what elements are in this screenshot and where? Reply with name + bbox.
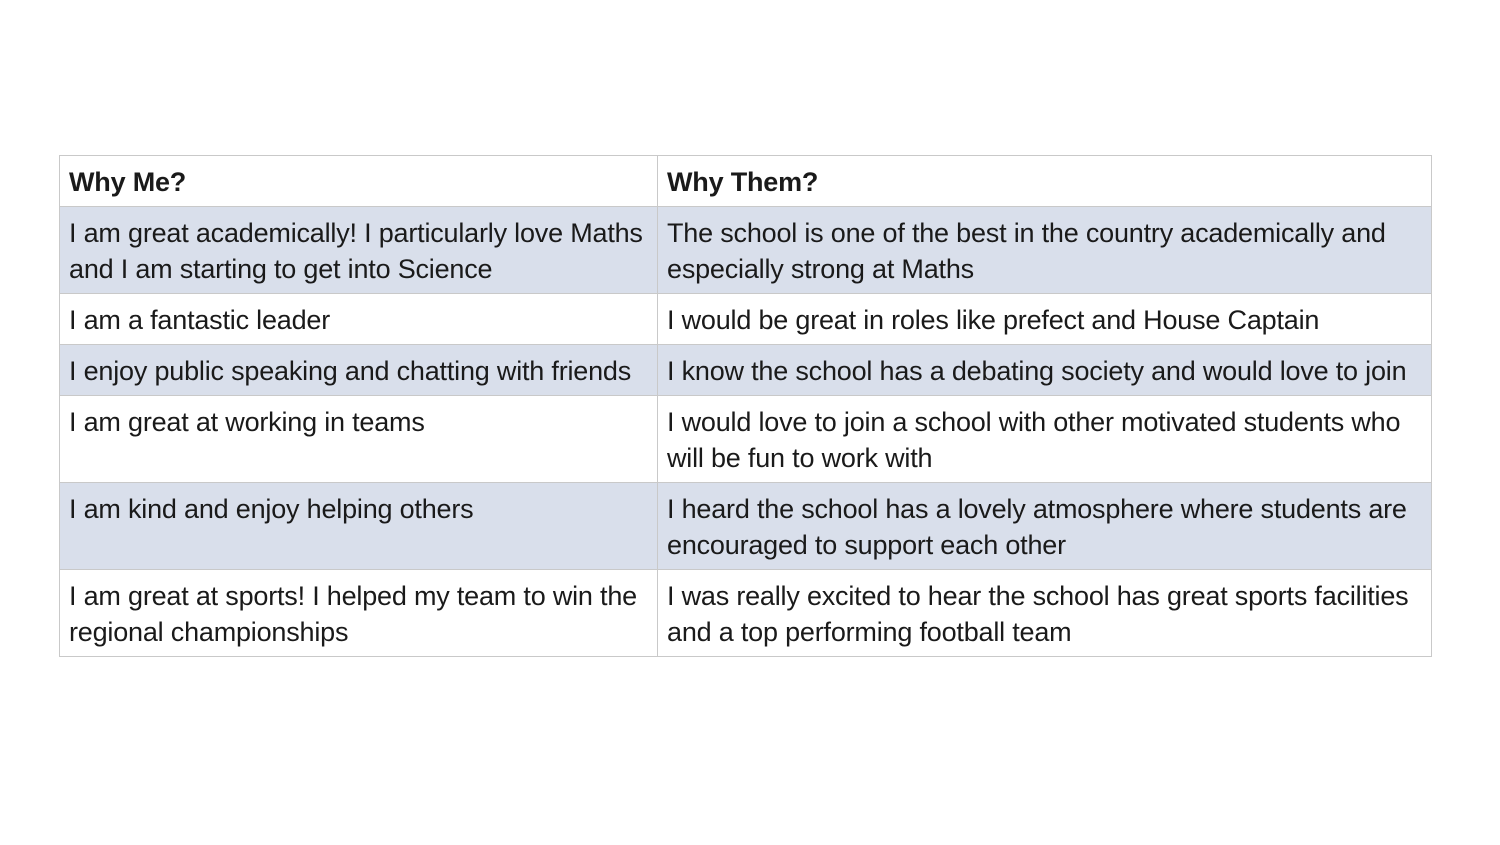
why-them-cell: I know the school has a debating society and would love to join — [658, 345, 1432, 396]
why-them-cell: The school is one of the best in the country academically and especially strong at Maths — [658, 207, 1432, 294]
table-row — [60, 570, 1432, 657]
why-me-cell: I am a fantastic leader — [60, 294, 658, 345]
table-header-row — [60, 156, 1432, 207]
why-me-cell: I am great at sports! I helped my team to win the regional championships — [60, 570, 658, 657]
why-them-cell: I was really excited to hear the school has great sports facilities and a top performing football team — [658, 570, 1432, 657]
table-row — [60, 396, 1432, 483]
why-them-cell: I would be great in roles like prefect and House Captain — [658, 294, 1432, 345]
why-me-cell: I am great at working in teams — [60, 396, 658, 483]
why-them-cell: I would love to join a school with other motivated students who will be fun to work with — [658, 396, 1432, 483]
header-why-them: Why Them? — [658, 156, 1432, 207]
table-row — [60, 345, 1432, 396]
why-them-cell: I heard the school has a lovely atmosphere where students are encouraged to support each other — [658, 483, 1432, 570]
why-me-cell: I am kind and enjoy helping others — [60, 483, 658, 570]
why-me-cell: I enjoy public speaking and chatting with friends — [60, 345, 658, 396]
header-why-me: Why Me? — [60, 156, 658, 207]
comparison-table — [59, 155, 1432, 657]
table-row — [60, 294, 1432, 345]
comparison-table-container — [59, 155, 1431, 657]
table-row — [60, 483, 1432, 570]
why-me-cell: I am great academically! I particularly love Maths and I am starting to get into Science — [60, 207, 658, 294]
table-row — [60, 207, 1432, 294]
